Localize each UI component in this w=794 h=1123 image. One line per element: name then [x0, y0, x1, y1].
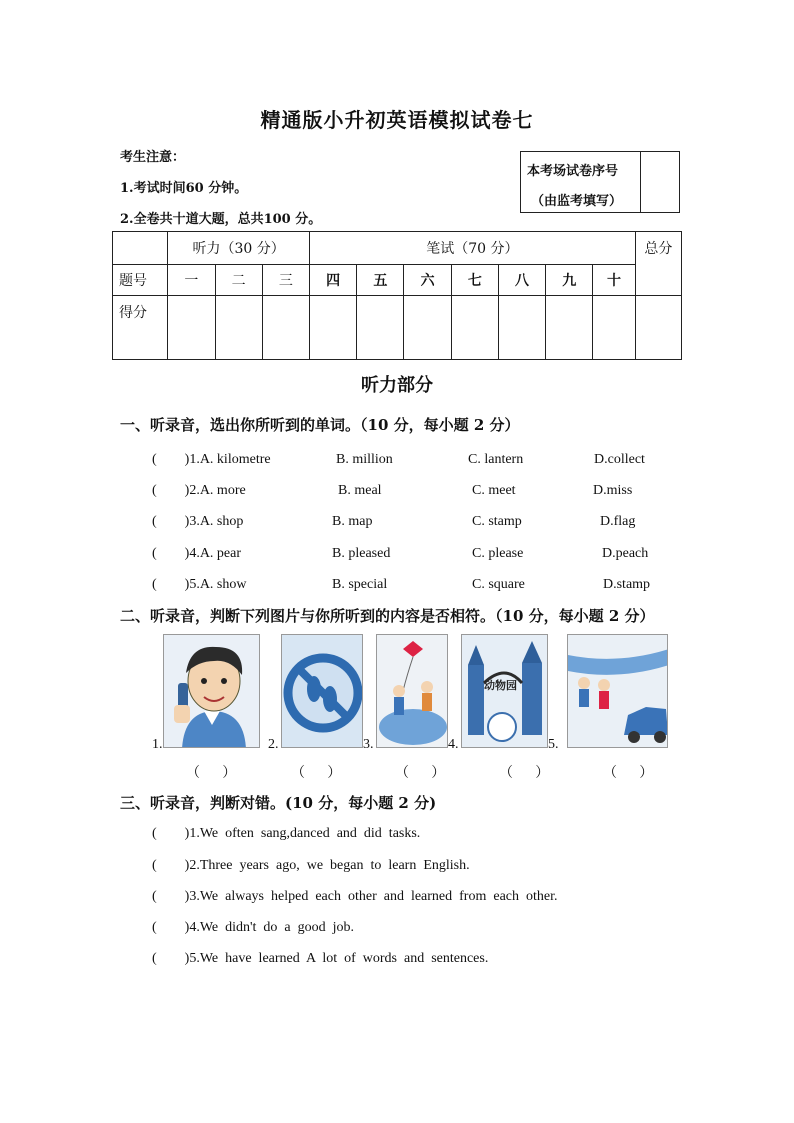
part1-item-stem: ( )3.A. shop [152, 514, 244, 529]
part1-option-d: D.miss [593, 483, 633, 498]
part3-item: ( )2.Three years ago, we began to learn English. [152, 858, 470, 873]
part1-option-c: C. meet [472, 483, 516, 498]
part1-option-c: C. please [472, 546, 524, 561]
part1-heading: 一、听录音，选出你所听到的单词。（10 分，每小题 2 分） [120, 416, 520, 434]
answer-blank[interactable]: （ ） [395, 765, 446, 781]
score-cell[interactable] [451, 296, 498, 360]
question-number: 九 [546, 265, 593, 296]
answer-blank[interactable]: （ ） [291, 765, 342, 781]
listening-header: 听力（30 分） [168, 232, 310, 265]
question-number: 一 [168, 265, 215, 296]
total-header: 总分 [635, 232, 681, 296]
notice-heading: 考生注意： [120, 150, 186, 165]
part1-option-c: C. square [472, 577, 525, 592]
score-cell[interactable] [168, 296, 215, 360]
part1-option-b: B. meal [338, 483, 382, 498]
score-cell[interactable] [498, 296, 545, 360]
part1-option-b: B. special [332, 577, 388, 592]
question-number: 四 [310, 265, 357, 296]
picture-number: 3. [363, 737, 374, 752]
part3-item: ( )5.We have learned A lot of words and sentences. [152, 951, 489, 966]
question-number: 十 [593, 265, 635, 296]
answer-blank[interactable]: （ ） [603, 765, 654, 781]
paper-id-label: 本考场试卷序号 [527, 164, 619, 179]
part3-item: ( )1.We often sang,danced and did tasks. [152, 826, 421, 841]
picture-number: 4. [448, 737, 459, 752]
picture-number: 2. [268, 737, 279, 752]
part1-option-b: B. map [332, 514, 373, 529]
part3-heading: 三、听录音，判断对错。(10 分，每小题 2 分) [120, 794, 437, 812]
score-cell[interactable] [215, 296, 262, 360]
score-cell[interactable] [404, 296, 451, 360]
part3-item: ( )4.We didn't do a good job. [152, 920, 355, 935]
picture-number: 5. [548, 737, 559, 752]
part1-option-d: D.stamp [603, 577, 651, 592]
score-cell[interactable] [593, 296, 635, 360]
part1-item-stem: ( )5.A. show [152, 577, 247, 592]
zoo-sign-text: 动物园 [484, 679, 517, 692]
score-cell[interactable] [546, 296, 593, 360]
paper-id-note: （由监考填写） [531, 194, 623, 209]
part1-option-d: D.flag [600, 514, 636, 529]
page-title: 精通版小升初英语模拟试卷七 [260, 108, 534, 132]
question-number: 五 [357, 265, 404, 296]
row-label-number: 题号 [113, 265, 168, 296]
part1-option-d: D.collect [594, 452, 645, 467]
picture-boy-on-phone [163, 634, 260, 748]
picture-zoo-gate [461, 634, 548, 748]
paper-id-box [520, 151, 680, 213]
score-table [112, 231, 682, 360]
part1-item-stem: ( )2.A. more [152, 483, 246, 498]
picture-kids-flying-kite [376, 634, 448, 748]
paper-id-divider [640, 152, 641, 212]
picture-no-walking-sign [281, 634, 363, 748]
notice-line-1: 1.考试时间60 分钟。 [120, 181, 248, 196]
question-number: 八 [498, 265, 545, 296]
part1-item-stem: ( )4.A. pear [152, 546, 242, 561]
score-cell[interactable] [357, 296, 404, 360]
score-cell[interactable] [262, 296, 309, 360]
question-number: 六 [404, 265, 451, 296]
part1-item-stem: ( )1.A. kilometre [152, 452, 271, 467]
listening-section-title: 听力部分 [361, 375, 433, 396]
part1-option-b: B. pleased [332, 546, 391, 561]
score-cell[interactable] [310, 296, 357, 360]
answer-blank[interactable]: （ ） [186, 765, 237, 781]
question-number: 七 [451, 265, 498, 296]
part1-option-c: C. lantern [468, 452, 524, 467]
score-cell-total[interactable] [635, 296, 681, 360]
part1-option-d: D.peach [602, 546, 649, 561]
part1-option-b: B. million [336, 452, 393, 467]
row-label-score: 得分 [113, 296, 168, 360]
picture-boys-running-car [567, 634, 668, 748]
part2-heading: 二、听录音，判断下列图片与你所听到的内容是否相符。（10 分，每小题 2 分） [120, 607, 655, 625]
question-number: 三 [262, 265, 309, 296]
answer-blank[interactable]: （ ） [499, 765, 550, 781]
question-number: 二 [215, 265, 262, 296]
part3-item: ( )3.We always helped each other and learned from each other. [152, 889, 558, 904]
score-table-corner [113, 232, 168, 265]
picture-number: 1. [152, 737, 163, 752]
writing-header: 笔试（70 分） [310, 232, 636, 265]
notice-line-2: 2.全卷共十道大题，总共100 分。 [120, 212, 322, 227]
part1-option-c: C. stamp [472, 514, 522, 529]
